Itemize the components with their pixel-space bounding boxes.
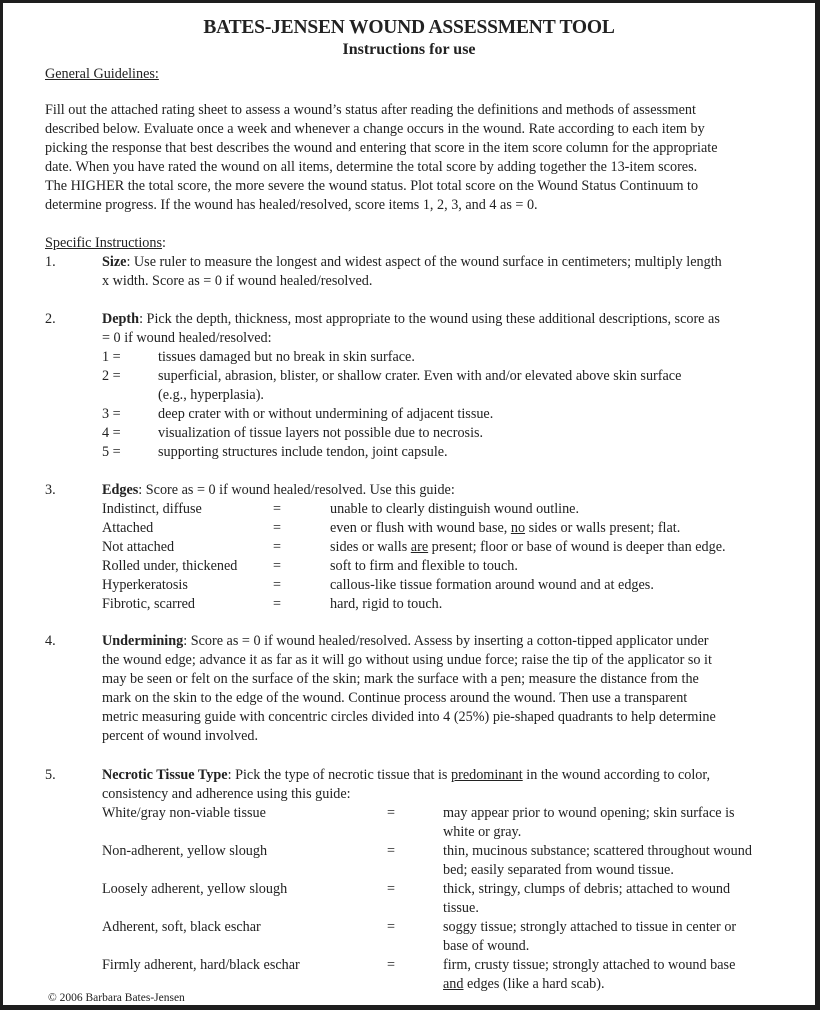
def-text: callous-like tissue formation around wound and at edges. <box>330 577 654 593</box>
paragraph-line: determine progress. If the wound has healed/resolved, score items 1, 2, 3, and 4 as = 0. <box>45 197 538 213</box>
paragraph-line: date. When you have rated the wound on all items, determine the total score by adding together the 13-item scores. <box>45 159 698 175</box>
necrotic-definition: firm, crusty tissue; strongly attached to wound base <box>443 957 736 973</box>
depth-score-description-cont: (e.g., hyperplasia). <box>158 387 264 403</box>
edge-definition <box>330 595 442 614</box>
depth-score-description: superficial, abrasion, blister, or shallow crater. Even with and/or elevated above skin surface <box>158 368 682 384</box>
item-name: Depth <box>102 311 140 327</box>
def-text: present; floor or base of wound is deeper than edge. <box>428 539 726 555</box>
necrotic-definition: thick, stringy, clumps of debris; attached to wound <box>443 881 731 897</box>
equals-sign: = <box>273 558 282 574</box>
necrotic-term: White/gray non-viable tissue <box>102 805 266 821</box>
edge-term: Not attached <box>102 539 175 555</box>
depth-score-key: 5 = <box>102 444 121 460</box>
item-line <box>102 253 792 272</box>
equals-sign: = <box>387 843 396 859</box>
document-subtitle: Instructions for use <box>342 41 476 58</box>
def-text: soft to firm and flexible to touch. <box>330 558 518 574</box>
depth-score-description: visualization of tissue layers not possible due to necrosis. <box>158 425 484 441</box>
paragraph-line: picking the response that best describes the wound and entering that score in the item score column for the appropriate <box>45 140 718 156</box>
item-line: percent of wound involved. <box>102 728 259 744</box>
edge-term: Hyperkeratosis <box>102 577 188 593</box>
necrotic-definition: may appear prior to wound opening; skin surface is <box>443 805 735 821</box>
item-text: : Score as = 0 if wound healed/resolved. Use this guide: <box>138 482 455 498</box>
edge-definition <box>330 576 654 595</box>
heading-colon: : <box>162 235 166 251</box>
edge-definition <box>330 500 579 519</box>
item-number: 2. <box>45 311 56 327</box>
item-line <box>102 766 792 785</box>
equals-sign: = <box>273 596 282 612</box>
depth-score-key: 4 = <box>102 425 121 441</box>
item-line: metric measuring guide with concentric circles divided into 4 (25%) pie-shaped quadrants to help determine <box>102 709 716 725</box>
necrotic-term: Loosely adherent, yellow slough <box>102 881 288 897</box>
depth-score-key: 1 = <box>102 349 121 365</box>
item-line <box>102 632 792 651</box>
copyright-icon: © <box>48 992 57 1004</box>
item-text: in the wound according to color, <box>522 767 711 783</box>
item-text: : Pick the type of necrotic tissue that is <box>227 767 451 783</box>
paragraph-line: described below. Evaluate once a week and whenever a change occurs in the wound. Rate according to each item by <box>45 121 705 137</box>
item-line: x width. Score as = 0 if wound healed/resolved. <box>102 273 373 289</box>
equals-sign: = <box>273 577 282 593</box>
edge-term: Fibrotic, scarred <box>102 596 195 612</box>
necrotic-definition-cont <box>443 975 788 994</box>
depth-score-description: supporting structures include tendon, joint capsule. <box>158 444 448 460</box>
equals-sign: = <box>387 957 396 973</box>
edge-definition <box>330 557 518 576</box>
equals-sign: = <box>273 539 282 555</box>
item-line: mark on the skin to the edge of the wound. Continue process around the wound. Then use a transparent <box>102 690 688 706</box>
def-text: hard, rigid to touch. <box>330 596 443 612</box>
necrotic-definition: thin, mucinous substance; scattered throughout wound <box>443 843 752 859</box>
item-name: Edges <box>102 482 139 498</box>
depth-score-description: tissues damaged but no break in skin surface. <box>158 349 415 365</box>
general-guidelines-heading: General Guidelines: <box>45 66 159 82</box>
edge-definition <box>330 538 726 557</box>
paragraph-line: The HIGHER the total score, the more severe the wound status. Plot total score on the Wound Status Continuum to <box>45 178 699 194</box>
heading-text: Specific Instructions <box>45 235 163 251</box>
depth-score-key: 2 = <box>102 368 121 384</box>
edge-term: Rolled under, thickened <box>102 558 238 574</box>
necrotic-definition-cont: tissue. <box>443 900 479 916</box>
def-text: even or flush with wound base, <box>330 520 511 536</box>
necrotic-definition: soggy tissue; strongly attached to tissue in center or <box>443 919 737 935</box>
item-line <box>102 481 792 500</box>
item-line <box>102 310 792 329</box>
def-emphasis: no <box>510 520 526 536</box>
item-line: consistency and adherence using this guide: <box>102 786 351 802</box>
paragraph-line: Fill out the attached rating sheet to assess a wound’s status after reading the definitions and methods of assessment <box>45 102 696 118</box>
item-line: = 0 if wound healed/resolved: <box>102 330 272 346</box>
def-text: unable to clearly distinguish wound outline. <box>330 501 580 517</box>
necrotic-definition-cont: bed; easily separated from wound tissue. <box>443 862 674 878</box>
def-text: sides or walls <box>330 539 411 555</box>
copyright-text: 2006 Barbara Bates-Jensen <box>56 992 185 1004</box>
item-number: 1. <box>45 254 56 270</box>
item-emphasis: predominant <box>451 767 523 783</box>
item-name: Necrotic Tissue Type <box>102 767 228 783</box>
equals-sign: = <box>273 501 282 517</box>
item-text: : Use ruler to measure the longest and widest aspect of the wound surface in centimeters; multiply length <box>126 254 722 270</box>
edge-term: Indistinct, diffuse <box>102 501 202 517</box>
edge-definition <box>330 519 680 538</box>
equals-sign: = <box>387 881 396 897</box>
item-number: 3. <box>45 482 56 498</box>
item-name: Undermining <box>102 633 184 649</box>
necrotic-term: Non-adherent, yellow slough <box>102 843 268 859</box>
specific-instructions-heading <box>45 234 166 253</box>
item-line: may be seen or felt on the surface of the skin; mark the surface with a pen; measure the distance from the <box>102 671 699 687</box>
document-title: BATES-JENSEN WOUND ASSESSMENT TOOL <box>203 17 615 38</box>
edge-term: Attached <box>102 520 154 536</box>
necrotic-definition-cont: base of wound. <box>443 938 530 954</box>
item-name: Size <box>102 254 127 270</box>
necrotic-definition-cont: white or gray. <box>443 824 522 840</box>
necrotic-term: Adherent, soft, black eschar <box>102 919 261 935</box>
item-number: 4. <box>45 633 56 649</box>
copyright-notice <box>48 991 185 1005</box>
def-text: sides or walls present; flat. <box>525 520 681 536</box>
item-number: 5. <box>45 767 56 783</box>
equals-sign: = <box>387 919 396 935</box>
equals-sign: = <box>273 520 282 536</box>
depth-score-key: 3 = <box>102 406 121 422</box>
item-line: the wound edge; advance it as far as it will go without using undue force; raise the tip of the applicator so it <box>102 652 712 668</box>
equals-sign: = <box>387 805 396 821</box>
necrotic-term: Firmly adherent, hard/black eschar <box>102 957 300 973</box>
depth-score-description: deep crater with or without undermining of adjacent tissue. <box>158 406 494 422</box>
def-emphasis: and <box>443 976 464 992</box>
def-emphasis: are <box>410 539 429 555</box>
def-text: edges (like a hard scab). <box>463 976 605 992</box>
item-text: : Score as = 0 if wound healed/resolved. Assess by inserting a cotton-tipped applicator under <box>183 633 709 649</box>
item-text: : Pick the depth, thickness, most appropriate to the wound using these additional descriptions, score as <box>139 311 720 327</box>
